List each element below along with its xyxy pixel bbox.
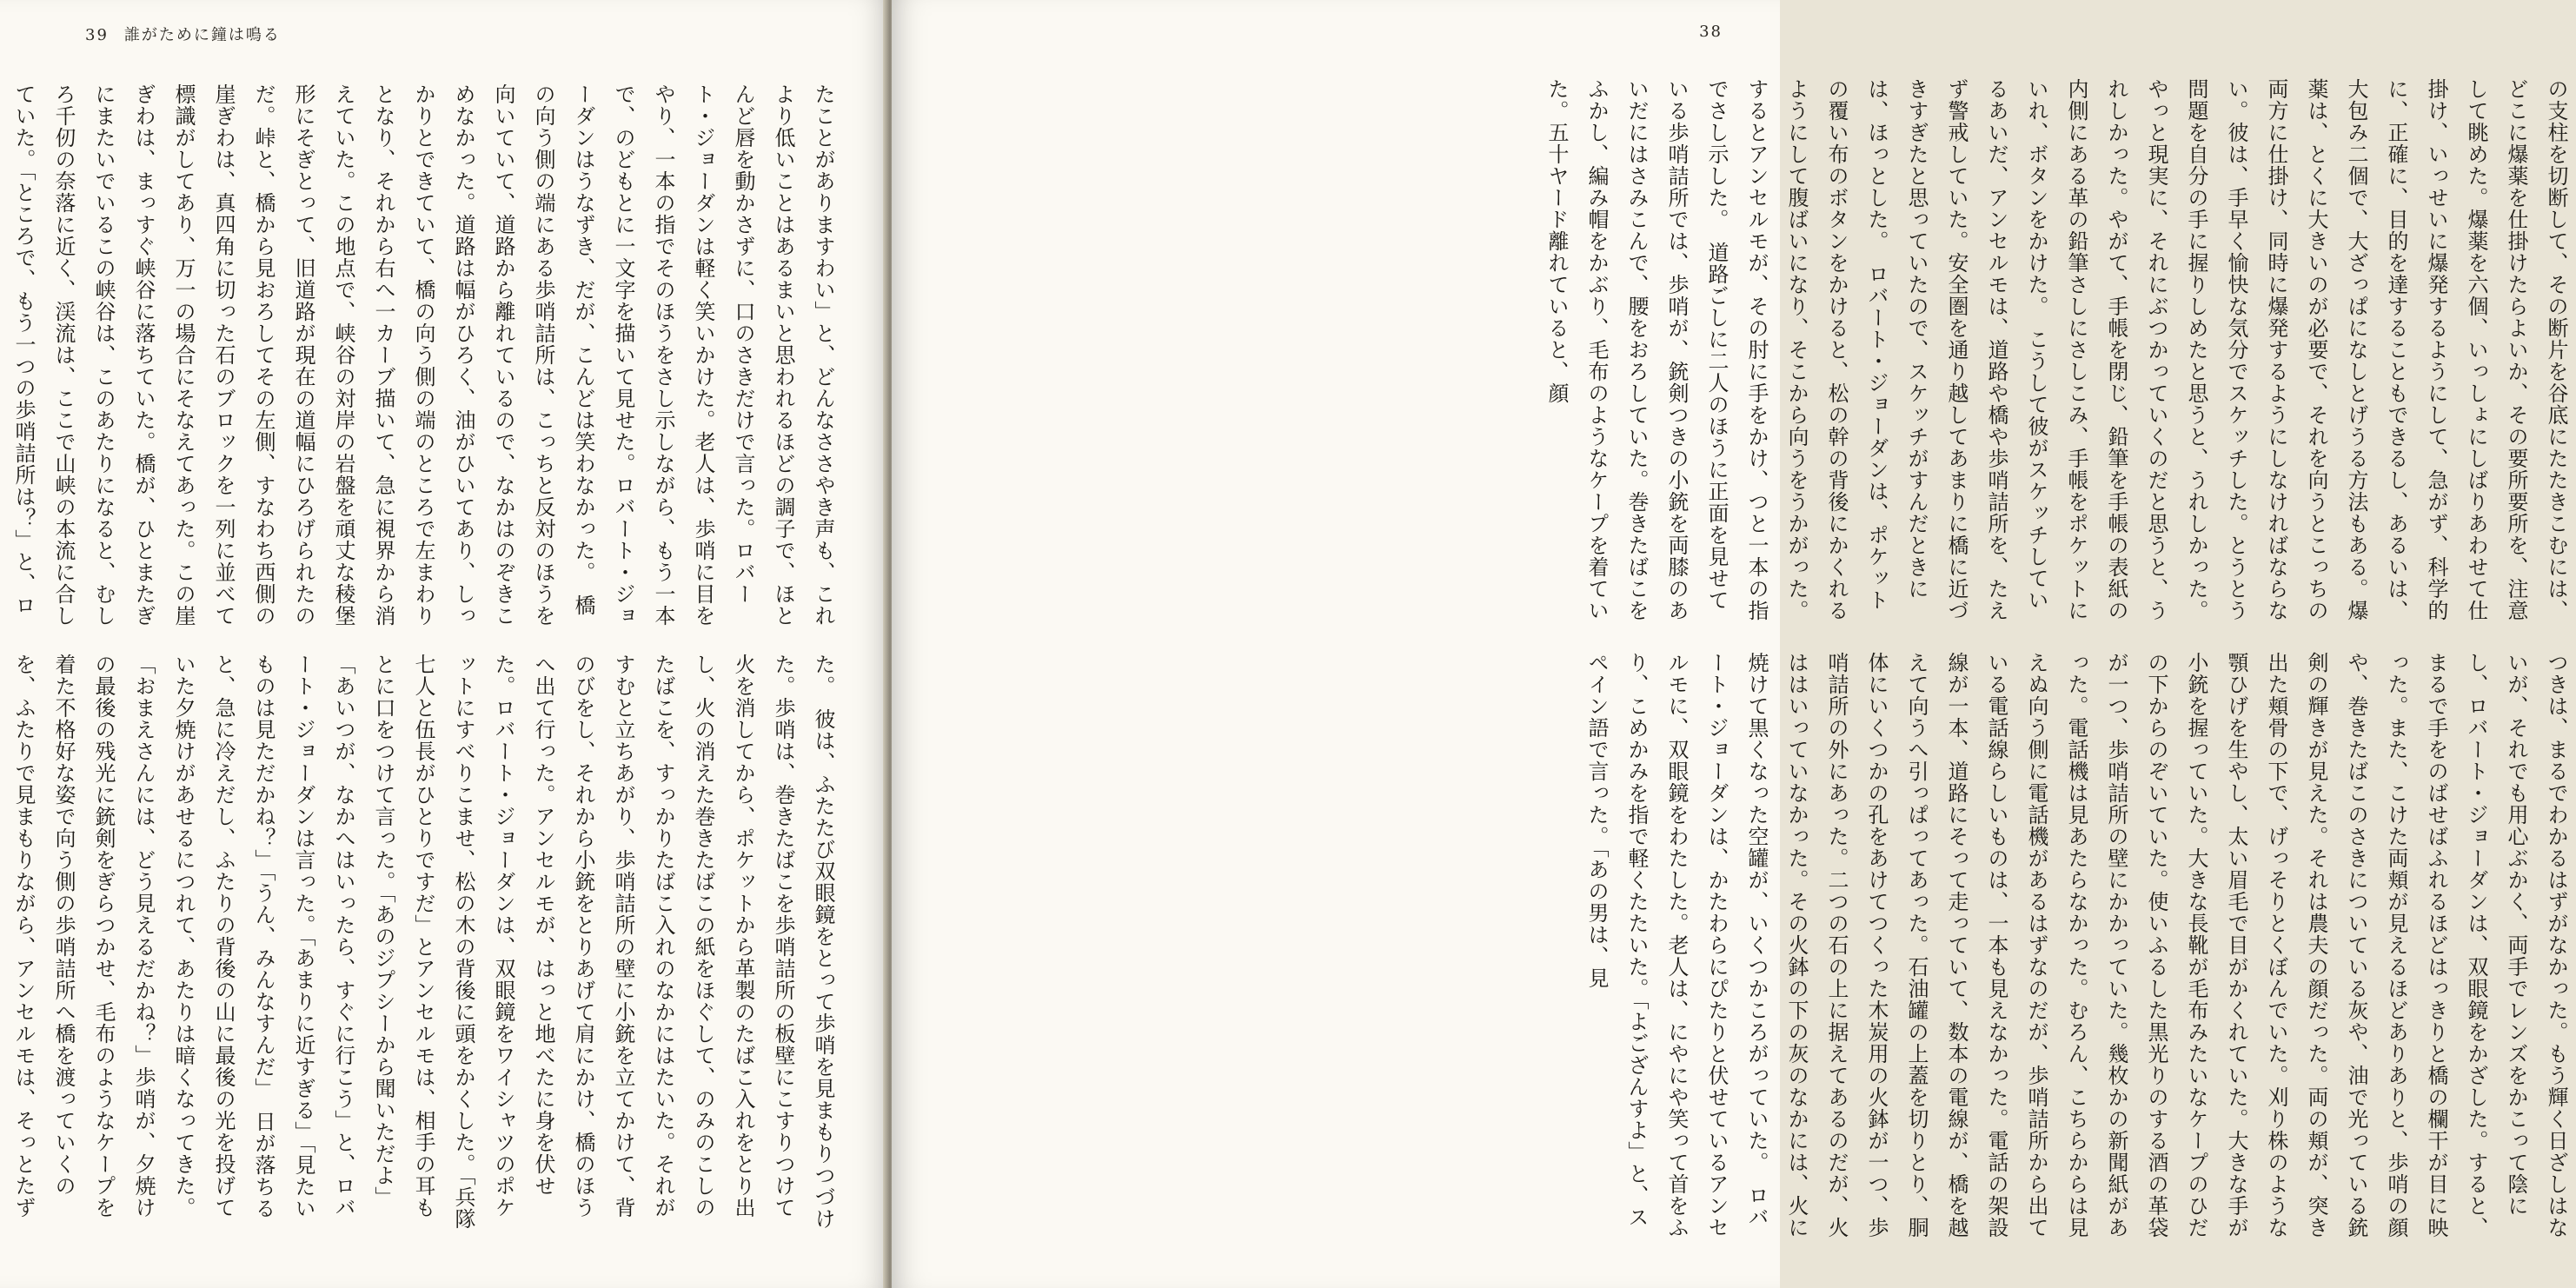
left-top-text: たことがありますわい」と、どんなささやき声も、これより低いことはあるまいと思われるほどの調子で、ほとんど唇を動かさずに、口のさきだけで言った。ロバート・ジョーダンは軽く笑いかけた。老人は、歩哨に目をやり、一本の指でそのほうをさし示しながら、もう一本で、のどもとに一文字を描いて見せた。ロバート・ジョーダンはうなずき、だが、こんどは笑わなかった。 橋の向う側の端にある歩哨詰所は、こっちと反対のほうを向いていて、道路から離れているので、なかはのぞきこめなかった。道路は幅がひろく、油がひいてあり、しっかりとできていて、橋の向う側の端のところで左まわりとなり、それから右へ一カーブ描いて、急に視界から消えていた。この地点で、峡谷の対岸の岩盤を頑丈な稜堡形にそぎとって、旧道路が現在の道幅にひろげられたのだ。峠と、橋から見おろしてその左側、すなわち西側の崖ぎわは、真四角に切った石のブロックを一列に並べて標識がしてあり、万一の場合にそなえてあった。この崖ぎわは、まっすぐ峡谷に落ちていた。橋が、ひとまたぎにまたいでいるこの峡谷は、このあたりになると、むしろ千仞の奈落に近く、渓流は、ここで山峡の本流に合していた。「ところで、もう一つの歩哨詰所は？」と、ロ <box>11 83 835 627</box>
right-top-text: の支柱を切断して、その断片を谷底にたたきこむには、どこに爆薬を仕掛けたらよいか、その要所要所を、注意して眺めた。爆薬を六個、いっしょにしばりあわせて仕掛け、いっせいに爆発するようにして、急がず、科学的に、正確に、目的を達することもできるし、あるいは、大包み二個で、大ざっぱになしとげうる方法もある。爆薬は、とくに大きいのが必要で、それを向うとこっちの両方に仕掛け、同時に爆発するようにしなければならない。彼は、手早く愉快な気分でスケッチした。とうとう問題を自分の手に握りしめたと思うと、うれしかった。やっと現実に、それにぶつかっていくのだと思うと、うれしかった。やがて、手帳を閉じ、鉛筆を手帳の表紙の内側にある革の鉛筆さしにさしこみ、手帳をポケットにいれ、ボタンをかけた。 こうして彼がスケッチしているあいだ、アンセルモは、道路や橋や歩哨詰所を、たえず警戒していた。安全圏を通り越してあまりに橋に近づきすぎたと思っていたので、スケッチがすんだときには、ほっとした。 ロバート・ジョーダンは、ポケットの覆い布のボタンをかけると、松の幹の背後にかくれるようにして腹ばいになり、そこから向うをうかがった。するとアンセルモが、その肘に手をかけ、つと一本の指でさし示した。 道路ごしに二人のほうに正面を見せている歩哨詰所では、歩哨が、銃剣つきの小銃を両膝のあいだにはさみこんで、腰をおろしていた。巻きたばこをふかし、編み帽をかぶり、毛布のようなケープを着ていた。五十ヤード離れていると、顔 <box>1544 78 2568 621</box>
right-top-text-block <box>1544 78 2576 627</box>
right-bottom-text-block <box>1584 652 2576 1239</box>
right-page-number: 38 <box>1699 23 1723 41</box>
left-page <box>0 0 888 1288</box>
right-bottom-text: つきは、まるでわかるはずがなかった。もう輝く日ざしはないが、それでも用心ぶかく、両手でレンズをかこって陰にし、ロバート・ジョーダンは、双眼鏡をかざした。すると、まるで手をのばせばふれるほどはっきりと橋の欄干が目に映った。また、こけた両頬が見えるほどありありと、歩哨の顔や、巻きたばこのさきについている灰や、油で光っている銃剣の輝きが見えた。それは農夫の顔だった。両の頬が、突き出た頬骨の下で、げっそりとくぼんでいた。刈り株のような顎ひげを生やし、太い眉毛で目がかくれていた。大きな手が小銃を握っていた。大きな長靴が毛布みたいなケープのひだの下からのぞいていた。使いふるした黒光りのする酒の革袋が一つ、歩哨詰所の壁にかかっていた。幾枚かの新聞紙があった。電話機は見あたらなかった。むろん、こちらからは見えぬ向う側に電話機があるはずなのだが、歩哨詰所から出ている電話線らしいものは、一本も見えなかった。電話の架設線が一本、道路にそって走っていて、数本の電線が、橋を越えて向うへ引っぱってあった。石油罐の上蓋を切りとり、胴体にいくつかの孔をあけてつくった木炭用の火鉢が一つ、歩哨詰所の外にあった。二つの石の上に据えてあるのだが、火ははいっていなかった。その火鉢の下の灰のなかには、火に焼けて黒くなった空罐が、いくつかころがっていた。 ロバート・ジョーダンは、かたわらにぴたりと伏せているアンセルモに、双眼鏡をわたした。老人は、にやにや笑って首をふり、こめかみを指で軽くたたいた。「よござんすよ」と、スペイン語で言った。「あの男は、見 <box>1584 652 2568 1238</box>
left-page-number: 39 <box>85 26 109 44</box>
right-page <box>892 0 2568 1288</box>
left-running-header <box>85 23 281 45</box>
running-head-title: 誰がために鐘は鳴る <box>123 26 281 44</box>
left-top-text-block <box>11 83 843 631</box>
left-bottom-text-block <box>11 654 843 1238</box>
left-bottom-text: た。 彼は、ふたたび双眼鏡をとって歩哨を見まもりつづけた。歩哨は、巻きたばこを歩哨詰所の板壁にこすりつけて火を消してから、ポケットから革製のたばこ入れをとり出し、火の消えた巻きたばこの紙をほぐして、のみのこしのたばこを、すっかりたばこ入れのなかにはたいた。それがすむと立ちあがり、歩哨詰所の壁に小銃を立てかけて、背のびをし、それから小銃をとりあげて肩にかけ、橋のほうへ出て行った。アンセルモが、はっと地べたに身を伏せた。ロバート・ジョーダンは、双眼鏡をワイシャツのポケットにすべりこませ、松の木の背後に頭をかくした。「兵隊七人と伍長がひとりですだ」とアンセルモは、相手の耳もとに口をつけて言った。「あのジプシーから聞いただよ」「あいつが、なかへはいったら、すぐに行こう」と、ロバート・ジョーダンは言った。「あまりに近すぎる」「見たいものは見ただかね？」「うん、みんなすんだ」 日が落ちると、急に冷えだし、ふたりの背後の山に最後の光を投げていた夕焼けがあせるにつれて、あたりは暗くなってきた。「おまえさんには、どう見えるだかね？」歩哨が、夕焼けの最後の残光に銃剣をぎらつかせ、毛布のようなケープを着た不格好な姿で向う側の歩哨詰所へ橋を渡っていくのを、ふたりで見まもりながら、アンセルモは、そっとたず <box>11 654 835 1230</box>
